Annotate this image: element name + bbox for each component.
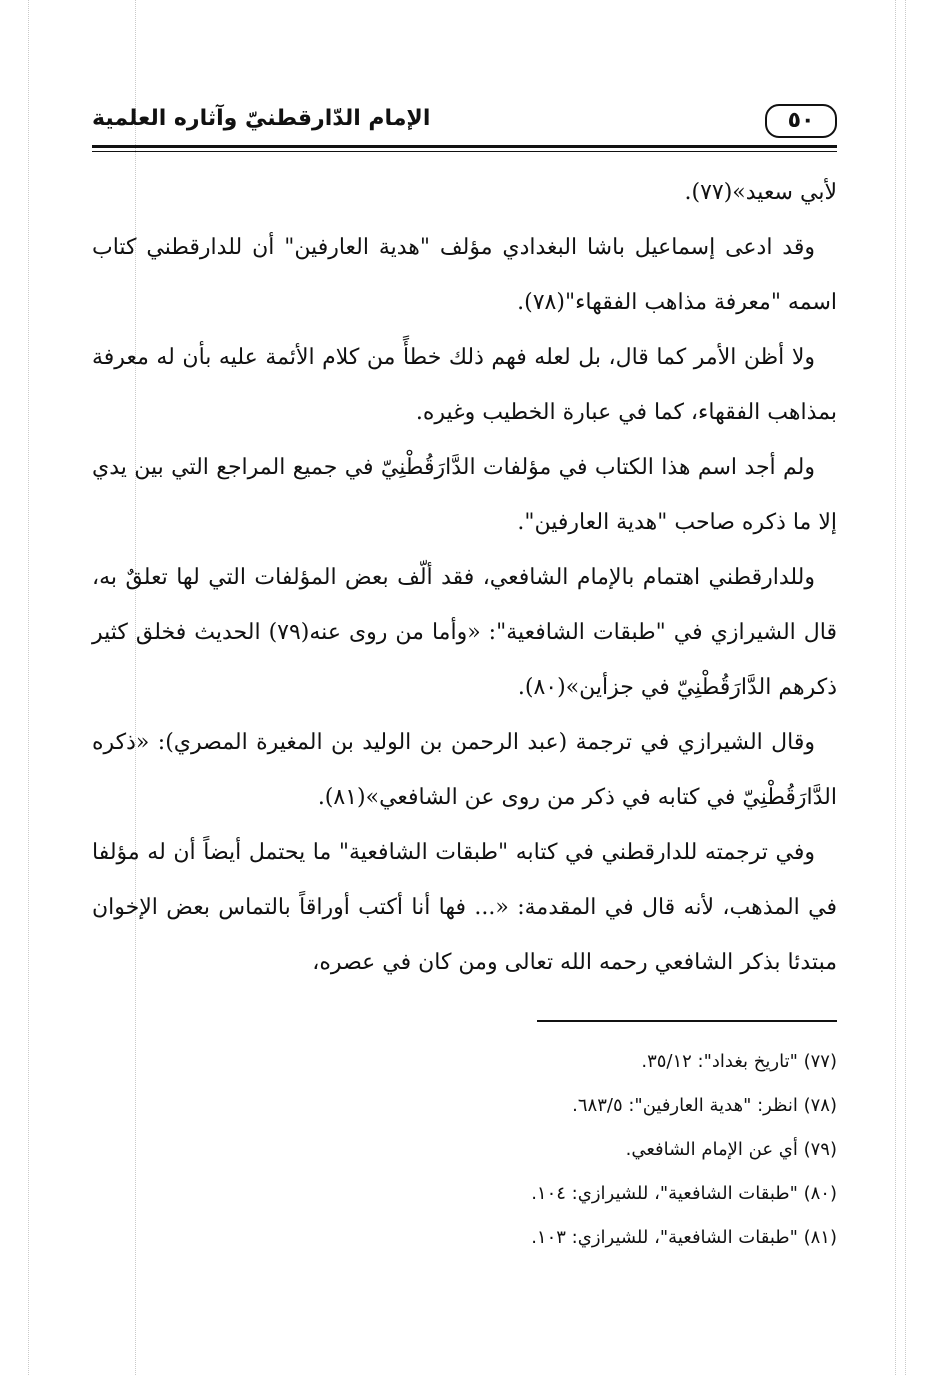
paragraph: ولم أجد اسم هذا الكتاب في مؤلفات الدَّارَقُطْنِيّ في جميع المراجع التي بين يدي إلا ما ذكره صاحب "هدية العارفين". bbox=[92, 455, 837, 535]
scan-guide-line bbox=[28, 0, 29, 1375]
footnotes bbox=[92, 1040, 837, 1260]
header-rule-thin bbox=[92, 151, 837, 152]
footnote: (٨٠) "طبقات الشافعية"، للشيرازي: ١٠٤. bbox=[531, 1183, 837, 1204]
footnote: (٧٨) انظر: "هدية العارفين": ٦٨٣/٥. bbox=[572, 1095, 837, 1116]
header-rule-thick bbox=[92, 145, 837, 148]
scan-guide-line bbox=[905, 0, 906, 1375]
paragraph: لأبي سعيد»(٧٧). bbox=[684, 180, 837, 205]
page-header bbox=[92, 100, 837, 144]
footnote: (٧٩) أي عن الإمام الشافعي. bbox=[625, 1139, 837, 1160]
footnote: (٨١) "طبقات الشافعية"، للشيرازي: ١٠٣. bbox=[531, 1227, 837, 1248]
paragraph: وقال الشيرازي في ترجمة (عبد الرحمن بن الوليد بن المغيرة المصري): «ذكره الدَّارَقُطْنِيّ في كتابه في ذكر من روى عن الشافعي»(٨١). bbox=[92, 730, 837, 810]
footnote: (٧٧) "تاريخ بغداد": ٣٥/١٢. bbox=[641, 1051, 837, 1072]
paragraph: وقد ادعى إسماعيل باشا البغدادي مؤلف "هدية العارفين" أن للدارقطني كتاب اسمه "معرفة مذاهب الفقهاء"(٧٨). bbox=[92, 235, 837, 315]
scan-guide-line bbox=[895, 0, 896, 1375]
paragraph: ولا أظن الأمر كما قال، بل لعله فهم ذلك خطأً من كلام الأئمة عليه بأن له معرفة بمذاهب الفقهاء، كما في عبارة الخطيب وغيره. bbox=[92, 345, 837, 425]
footnote-separator bbox=[537, 1020, 837, 1022]
running-title: الإمام الدّارقطنيّ وآثاره العلمية bbox=[92, 106, 431, 131]
page-number: ٥٠ bbox=[765, 104, 837, 138]
body-text bbox=[92, 165, 837, 990]
paragraph: وفي ترجمته للدارقطني في كتابه "طبقات الشافعية" ما يحتمل أيضاً أن له مؤلفا في المذهب، لأنه قال في المقدمة: «... فها أنا أكتب أوراقاً بالتماس بعض الإخوان مبتدئا بذكر الشافعي رحمه الله تعالى ومن كان في عصره، bbox=[92, 840, 837, 975]
paragraph: وللدارقطني اهتمام بالإمام الشافعي، فقد ألّف بعض المؤلفات التي لها تعلقٌ به، قال الشيرازي في "طبقات الشافعية": «وأما من روى عنه(٧٩) الحديث فخلق كثير ذكرهم الدَّارَقُطْنِيّ في جزأين»(٨٠). bbox=[92, 565, 837, 700]
